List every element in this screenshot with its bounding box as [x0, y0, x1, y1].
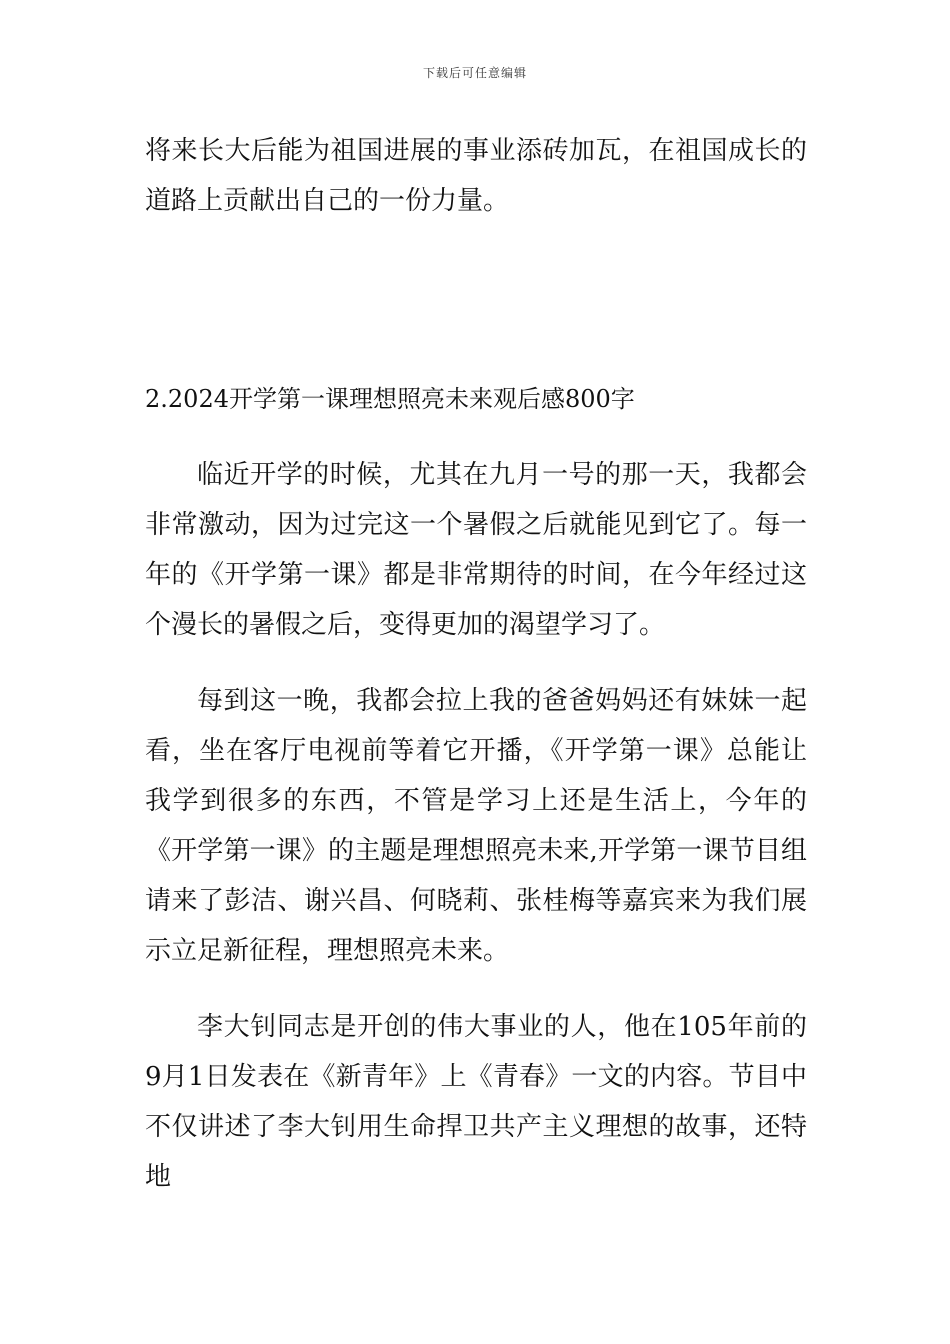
document-body	[145, 126, 807, 1202]
paragraph-1: 临近开学的时候，尤其在九月一号的那一天，我都会非常激动，因为过完这一个暑假之后就能见到它了。每一年的《开学第一课》都是非常期待的时间，在今年经过这个漫长的暑假之后，变得更加的渴望学习了。	[145, 460, 807, 640]
section-heading: 2.2024开学第一课理想照亮未来观后感800字	[145, 385, 635, 413]
header-note: 下载后可任意编辑	[422, 66, 527, 80]
paragraph-continuation: 将来长大后能为祖国进展的事业添砖加瓦，在祖国成长的道路上贡献出自己的一份力量。	[145, 136, 807, 216]
paragraph-3: 李大钊同志是开创的伟大事业的人，他在105年前的9月1日发表在《新青年》上《青春》一文的内容。节目中不仅讲述了李大钊用生命捍卫共产主义理想的故事，还特地	[145, 1012, 807, 1192]
paragraph-2: 每到这一晚，我都会拉上我的爸爸妈妈还有妹妹一起看，坐在客厅电视前等着它开播，《开学第一课》总能让我学到很多的东西，不管是学习上还是生活上，今年的《开学第一课》的主题是理想照亮未来,开学第一课节目组请来了彭洁、谢兴昌、何晓莉、张桂梅等嘉宾来为我们展示立足新征程，理想照亮未来。	[145, 686, 807, 966]
